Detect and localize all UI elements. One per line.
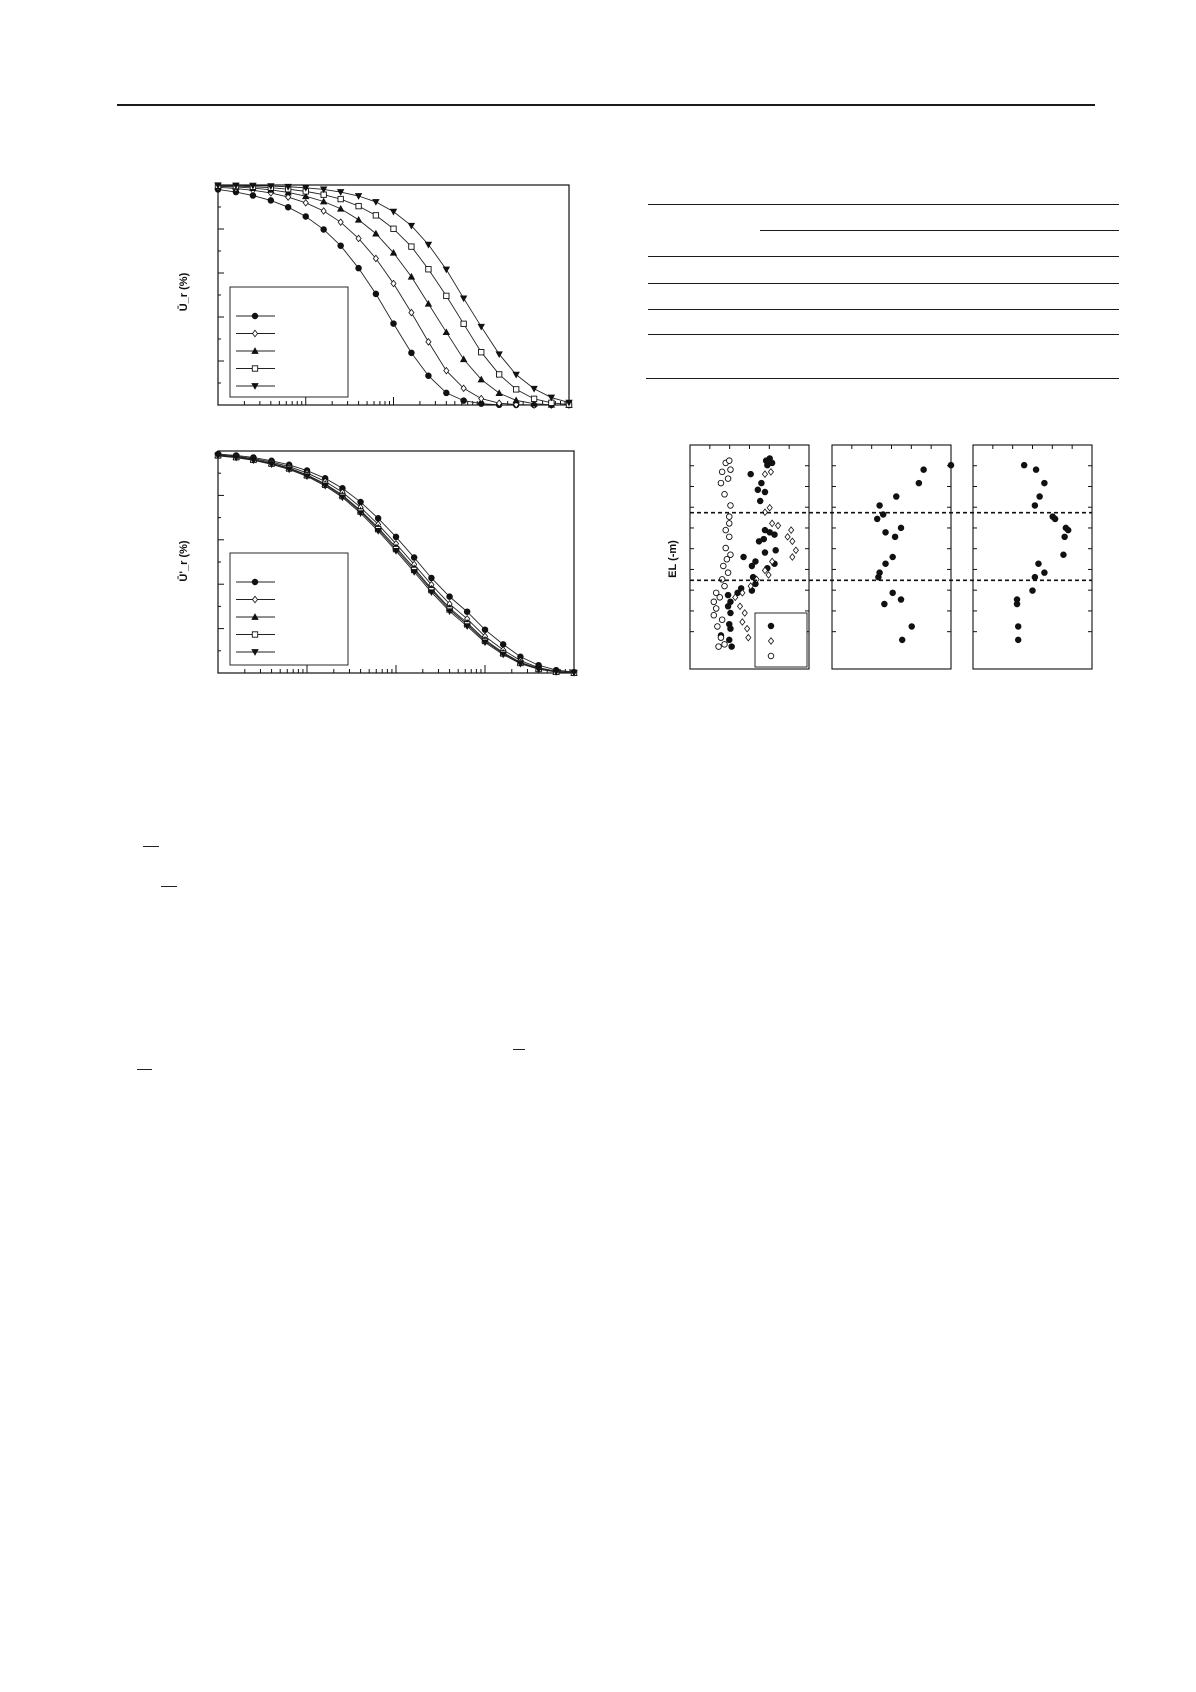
data-point	[790, 554, 795, 560]
data-point	[531, 386, 537, 392]
data-point	[1052, 516, 1058, 522]
data-point	[1065, 527, 1071, 533]
data-point	[338, 243, 344, 249]
data-point	[883, 561, 889, 567]
data-point	[1036, 561, 1042, 567]
data-point	[426, 373, 432, 379]
data-point	[729, 644, 735, 650]
data-point	[478, 324, 484, 330]
data-point	[755, 487, 761, 493]
data-point	[1042, 480, 1048, 486]
data-point	[728, 467, 734, 473]
data-point	[740, 619, 745, 625]
data-point	[1042, 570, 1048, 576]
data-point	[745, 625, 750, 631]
data-point	[893, 494, 899, 500]
data-point	[713, 606, 719, 612]
data-point	[390, 209, 396, 215]
legend	[230, 553, 348, 665]
data-point	[790, 538, 795, 544]
data-point	[356, 265, 362, 271]
data-point	[513, 397, 519, 403]
data-point	[496, 372, 501, 377]
data-point	[444, 390, 450, 396]
data-point	[726, 521, 732, 527]
data-point	[882, 601, 888, 607]
data-point	[898, 597, 904, 603]
data-point	[789, 527, 794, 533]
chart-2-ylabel: Ū'_r (%)	[178, 540, 190, 582]
data-point	[711, 599, 717, 605]
data-point	[883, 530, 889, 536]
data-point	[303, 200, 308, 206]
data-point	[916, 480, 922, 486]
data-point	[1032, 503, 1038, 509]
data-point	[391, 226, 396, 231]
data-point	[726, 637, 732, 643]
legend-marker	[768, 623, 774, 629]
data-point	[785, 534, 790, 540]
data-point	[719, 617, 725, 623]
data-point	[874, 516, 880, 522]
data-point	[723, 527, 729, 533]
data-point	[723, 545, 729, 551]
legend	[755, 613, 807, 667]
data-point	[285, 204, 291, 210]
legend	[230, 287, 348, 397]
data-point	[876, 574, 882, 580]
legend-marker	[252, 366, 257, 371]
legend-box	[230, 287, 348, 397]
data-point	[725, 592, 731, 598]
legend-marker	[252, 313, 258, 319]
data-point	[479, 350, 484, 355]
data-point	[411, 555, 417, 561]
data-point	[921, 467, 927, 473]
data-point	[793, 547, 798, 553]
data-point	[460, 296, 466, 302]
line-chart-1	[215, 183, 572, 409]
data-point	[749, 563, 755, 569]
data-point	[444, 293, 449, 298]
data-point	[746, 634, 751, 640]
data-point	[909, 624, 915, 630]
data-point	[513, 372, 519, 378]
chart-3-ylabel: EL (-m)	[667, 540, 679, 578]
data-point	[718, 635, 724, 641]
data-point	[948, 462, 954, 468]
data-point	[373, 199, 379, 205]
data-point	[776, 522, 781, 528]
data-point	[892, 534, 898, 540]
data-point	[719, 469, 725, 475]
legend-marker	[252, 579, 258, 585]
data-point	[762, 550, 768, 556]
data-point	[767, 505, 772, 511]
data-point	[321, 208, 326, 214]
data-point	[716, 644, 722, 650]
data-point	[715, 624, 721, 630]
data-point	[772, 532, 778, 538]
chart-1-ylabel: Ū_r (%)	[178, 272, 190, 312]
data-point	[338, 219, 343, 225]
data-point	[425, 242, 431, 248]
data-point	[1062, 534, 1068, 540]
data-point	[724, 556, 730, 562]
panel-frame	[973, 445, 1092, 669]
data-point	[719, 577, 725, 583]
data-point	[373, 291, 379, 297]
data-point	[728, 503, 734, 509]
data-point	[443, 267, 449, 273]
data-point	[725, 570, 731, 576]
data-point	[726, 534, 732, 540]
data-point	[443, 329, 449, 335]
data-point	[725, 603, 731, 609]
data-point	[355, 217, 361, 223]
data-point	[373, 213, 378, 218]
data-point	[721, 563, 727, 569]
data-point	[765, 462, 771, 468]
data-point	[770, 520, 775, 526]
data-point	[759, 480, 765, 486]
data-point	[741, 554, 747, 560]
data-point	[321, 227, 327, 233]
data-point	[725, 476, 731, 482]
data-point	[726, 458, 732, 464]
data-point	[899, 637, 905, 643]
data-point	[718, 480, 724, 486]
data-point	[728, 610, 734, 616]
legend-box	[755, 613, 807, 667]
data-point	[461, 398, 467, 404]
data-point	[391, 321, 397, 327]
data-point	[409, 244, 414, 249]
data-point	[393, 534, 399, 540]
data-point	[722, 642, 728, 648]
data-point	[722, 491, 728, 497]
data-point	[742, 610, 747, 616]
data-point	[1030, 588, 1036, 594]
data-point	[1015, 624, 1021, 630]
data-point	[766, 572, 771, 578]
scatter-series-3	[711, 458, 733, 650]
data-point	[1033, 467, 1039, 473]
data-point	[337, 206, 343, 212]
data-point	[1061, 552, 1067, 558]
data-point	[338, 196, 343, 201]
depth-panel-3	[973, 445, 1092, 669]
data-point	[268, 198, 274, 204]
data-point	[425, 301, 431, 307]
data-point	[464, 609, 470, 615]
data-point	[717, 595, 723, 601]
data-point	[409, 350, 415, 356]
data-point	[1021, 462, 1027, 468]
data-point	[513, 387, 518, 392]
data-point	[531, 396, 536, 401]
data-point	[877, 503, 883, 509]
data-point	[375, 515, 381, 521]
data-point	[356, 203, 361, 208]
data-point	[890, 590, 896, 596]
data-point	[762, 471, 767, 477]
data-point	[726, 514, 732, 520]
data-point	[898, 525, 904, 531]
data-point	[1037, 494, 1043, 500]
data-point	[757, 498, 763, 504]
data-point	[429, 575, 435, 581]
data-point	[1032, 574, 1038, 580]
data-point	[447, 594, 453, 600]
legend-marker	[768, 653, 774, 659]
data-point	[748, 471, 754, 477]
data-point	[728, 626, 734, 632]
data-point	[426, 267, 431, 272]
data-point	[737, 603, 742, 609]
data-point	[768, 469, 773, 475]
data-point	[1014, 601, 1020, 607]
data-point	[722, 583, 728, 589]
scatter-series-1	[874, 462, 953, 642]
data-point	[482, 627, 488, 633]
depth-panel-2	[832, 445, 954, 669]
legend-marker	[252, 632, 257, 637]
data-point	[303, 214, 309, 220]
data-point	[773, 547, 779, 553]
legend-box	[230, 553, 348, 665]
data-point	[756, 539, 762, 545]
depth-panel-1	[690, 445, 809, 669]
data-point	[711, 612, 717, 618]
data-point	[461, 321, 466, 326]
data-point	[890, 554, 896, 560]
scatter-series-1	[1014, 462, 1071, 642]
line-chart-2	[215, 451, 577, 676]
data-point	[460, 356, 466, 362]
data-point	[479, 395, 484, 401]
data-point	[1015, 637, 1021, 643]
data-point	[762, 489, 768, 495]
data-point	[496, 390, 502, 396]
